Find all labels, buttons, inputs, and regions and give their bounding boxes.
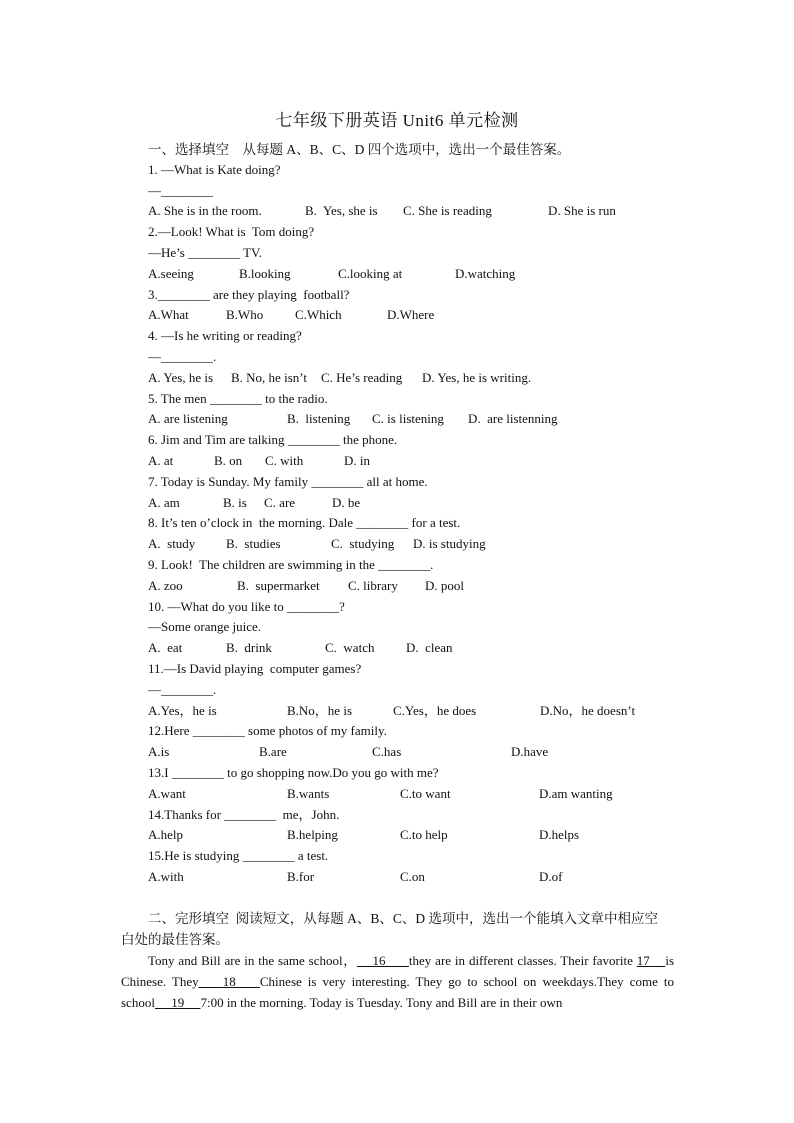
section2-heading-line-1: 二、完形填空 阅读短文，从每题 A、B、C、D 选项中，选出一个能填入文章中相应空 bbox=[148, 911, 659, 926]
question-15-line-1: 15.He is studying ________ a test. bbox=[148, 848, 329, 863]
q6-option-c: C. with bbox=[265, 453, 304, 468]
blank-17: 17 bbox=[636, 953, 650, 968]
question-1-line-1: 1. —What is Kate doing? bbox=[148, 162, 281, 177]
question-2-line-1: 2.—Look! What is Tom doing? bbox=[148, 224, 315, 239]
q5-option-a: A. are listening bbox=[148, 411, 228, 426]
passage-text-1: Tony and Bill are in the same school， bbox=[148, 953, 357, 968]
q10-option-a: A. eat bbox=[148, 640, 183, 655]
q3-option-b: B.Who bbox=[226, 307, 264, 322]
q9-option-a: A. zoo bbox=[148, 578, 183, 593]
q3-option-c: C.Which bbox=[295, 307, 342, 322]
question-1-line-2: —________ bbox=[148, 183, 213, 198]
q13-option-a: A.want bbox=[148, 786, 186, 801]
question-12-line-1: 12.Here ________ some photos of my family. bbox=[148, 723, 387, 738]
question-10-line-1: 10. —What do you like to ________? bbox=[148, 599, 345, 614]
q6-option-b: B. on bbox=[214, 453, 243, 468]
q15-option-a: A.with bbox=[148, 869, 184, 884]
q4-option-c: C. He’s reading bbox=[321, 370, 403, 385]
q1-option-c: C. She is reading bbox=[403, 203, 492, 218]
q13-option-b: B.wants bbox=[287, 786, 330, 801]
q4-option-a: A. Yes, he is bbox=[148, 370, 214, 385]
q12-option-c: C.has bbox=[372, 744, 402, 759]
q10-option-d: D. clean bbox=[406, 640, 453, 655]
q4-option-b: B. No, he isn’t bbox=[231, 370, 307, 385]
q10-option-c: C. watch bbox=[325, 640, 375, 655]
q13-option-d: D.am wanting bbox=[539, 786, 613, 801]
q14-option-d: D.helps bbox=[539, 827, 580, 842]
passage-text-2: they are in different classes. Their favorite bbox=[408, 953, 637, 968]
q11-option-c: C.Yes，he does bbox=[393, 703, 477, 718]
q5-option-c: C. is listening bbox=[372, 411, 444, 426]
q6-option-d: D. in bbox=[344, 453, 370, 468]
q10-option-b: B. drink bbox=[226, 640, 272, 655]
q12-option-b: B.are bbox=[259, 744, 287, 759]
question-2-line-2: —He’s ________ TV. bbox=[148, 245, 262, 260]
question-6-line-1: 6. Jim and Tim are talking ________ the phone. bbox=[148, 432, 398, 447]
q2-option-d: D.watching bbox=[455, 266, 516, 281]
blank-18: 18 bbox=[222, 974, 236, 989]
q9-option-b: B. supermarket bbox=[237, 578, 320, 593]
q9-option-d: D. pool bbox=[425, 578, 464, 593]
passage-text-3: is Chinese. They bbox=[121, 953, 675, 989]
q14-option-b: B.helping bbox=[287, 827, 338, 842]
question-8-line-1: 8. It’s ten o’clock in the morning. Dale ________ for a test. bbox=[148, 515, 461, 530]
q2-option-c: C.looking at bbox=[338, 266, 403, 281]
q3-option-a: A.What bbox=[148, 307, 189, 322]
question-5-line-1: 5. The men ________ to the radio. bbox=[148, 391, 328, 406]
q3-option-d: D.Where bbox=[387, 307, 435, 322]
question-14-line-1: 14.Thanks for ________ me，John. bbox=[148, 807, 340, 822]
q9-option-c: C. library bbox=[348, 578, 398, 593]
question-10-line-2: —Some orange juice. bbox=[148, 619, 261, 634]
q1-option-a: A. She is in the room. bbox=[148, 203, 262, 218]
q11-option-b: B.No，he is bbox=[287, 703, 353, 718]
section2-heading-line-2: 白处的最佳答案。 bbox=[121, 932, 229, 947]
q5-option-d: D. are listenning bbox=[468, 411, 558, 426]
question-4-line-2: —________. bbox=[148, 349, 217, 364]
q14-option-c: C.to help bbox=[400, 827, 448, 842]
q2-option-a: A.seeing bbox=[148, 266, 194, 281]
q5-option-b: B. listening bbox=[287, 411, 351, 426]
q14-option-a: A.help bbox=[148, 827, 184, 842]
q12-option-a: A.is bbox=[148, 744, 170, 759]
question-11-line-2: —________. bbox=[148, 682, 217, 697]
question-13-line-1: 13.I ________ to go shopping now.Do you go with me? bbox=[148, 765, 439, 780]
q8-option-c: C. studying bbox=[331, 536, 395, 551]
question-11-line-1: 11.—Is David playing computer games? bbox=[148, 661, 362, 676]
q11-option-d: D.No，he doesn’t bbox=[540, 703, 636, 718]
q7-option-a: A. am bbox=[148, 495, 180, 510]
q11-option-a: A.Yes，he is bbox=[148, 703, 217, 718]
q15-option-b: B.for bbox=[287, 869, 315, 884]
q15-option-c: C.on bbox=[400, 869, 425, 884]
question-3-line-1: 3.________ are they playing football? bbox=[148, 287, 350, 302]
q8-option-a: A. study bbox=[148, 536, 196, 551]
q7-option-c: C. are bbox=[264, 495, 296, 510]
q1-option-b: B. Yes, she is bbox=[305, 203, 378, 218]
q6-option-a: A. at bbox=[148, 453, 174, 468]
q8-option-b: B. studies bbox=[226, 536, 281, 551]
blank-19: 19 bbox=[171, 995, 185, 1010]
passage-text-4: Chinese is very interesting. They go to school on weekdays.They come to school bbox=[121, 974, 675, 1010]
section1-heading: 一、选择填空 从每题 A、B、C、D 四个选项中，选出一个最佳答案。 bbox=[148, 142, 571, 157]
blank-16: 16 bbox=[372, 953, 386, 968]
q1-option-d: D. She is run bbox=[548, 203, 616, 218]
page-title: 七年级下册英语 Unit6 单元检测 bbox=[275, 111, 519, 130]
cloze-passage bbox=[121, 950, 674, 1013]
question-4-line-1: 4. —Is he writing or reading? bbox=[148, 328, 302, 343]
q7-option-d: D. be bbox=[332, 495, 361, 510]
q12-option-d: D.have bbox=[511, 744, 549, 759]
question-7-line-1: 7. Today is Sunday. My family ________ all at home. bbox=[148, 474, 428, 489]
q7-option-b: B. is bbox=[223, 495, 247, 510]
passage-text-5: 7:00 in the morning. Today is Tuesday. Tony and Bill are in their own bbox=[200, 995, 563, 1010]
q13-option-c: C.to want bbox=[400, 786, 451, 801]
q15-option-d: D.of bbox=[539, 869, 563, 884]
q8-option-d: D. is studying bbox=[413, 536, 486, 551]
q4-option-d: D. Yes, he is writing. bbox=[422, 370, 532, 385]
q2-option-b: B.looking bbox=[239, 266, 291, 281]
question-9-line-1: 9. Look! The children are swimming in the ________. bbox=[148, 557, 434, 572]
